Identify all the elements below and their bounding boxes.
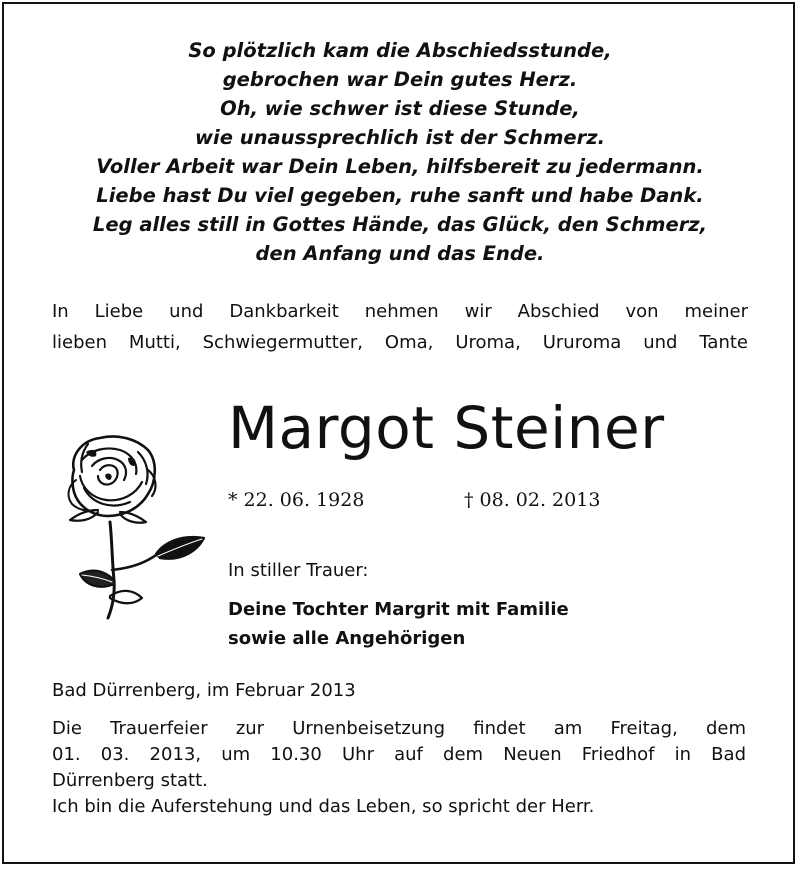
- poem-line: Liebe hast Du viel gegeben, ruhe sanft und habe Dank.: [96, 184, 704, 207]
- birth-date: * 22. 06. 1928: [228, 489, 365, 511]
- poem-line: Voller Arbeit war Dein Leben, hilfsbereit zu jedermann.: [96, 155, 704, 178]
- place-date: Bad Dürrenberg, im Februar 2013: [52, 680, 356, 701]
- poem-line: den Anfang und das Ende.: [255, 242, 545, 265]
- poem-line: Leg alles still in Gottes Hände, das Glück, den Schmerz,: [92, 213, 708, 236]
- funeral-info: [52, 716, 746, 820]
- mourners-heading: In stiller Trauer:: [228, 560, 369, 581]
- mourners-line: Deine Tochter Margrit mit Familie: [228, 599, 569, 620]
- poem-line: wie unaussprechlich ist der Schmerz.: [195, 126, 605, 149]
- mourners-line: sowie alle Angehörigen: [228, 628, 466, 649]
- deceased-name: Margot Steiner: [228, 394, 665, 462]
- funeral-line: Dürrenberg statt.: [52, 770, 208, 791]
- rose-icon: [52, 430, 208, 620]
- funeral-line: Die Trauerfeier zur Urnenbeisetzung findet am Freitag, dem: [52, 718, 746, 739]
- death-date: † 08. 02. 2013: [464, 489, 601, 511]
- poem-line: Oh, wie schwer ist diese Stunde,: [220, 97, 580, 120]
- mourners-list: [228, 595, 569, 653]
- poem-line: So plötzlich kam die Abschiedsstunde,: [188, 39, 612, 62]
- funeral-line: 01. 03. 2013, um 10.30 Uhr auf dem Neuen Friedhof in Bad: [52, 744, 746, 765]
- poem-line: gebrochen war Dein gutes Herz.: [222, 68, 578, 91]
- intro-line: In Liebe und Dankbarkeit nehmen wir Abschied von meiner: [52, 301, 748, 322]
- intro-text: [52, 296, 748, 358]
- intro-line: lieben Mutti, Schwiegermutter, Oma, Uroma, Ururoma und Tante: [52, 332, 748, 353]
- bible-quote: Ich bin die Auferstehung und das Leben, so spricht der Herr.: [52, 796, 595, 817]
- poem: [20, 36, 780, 268]
